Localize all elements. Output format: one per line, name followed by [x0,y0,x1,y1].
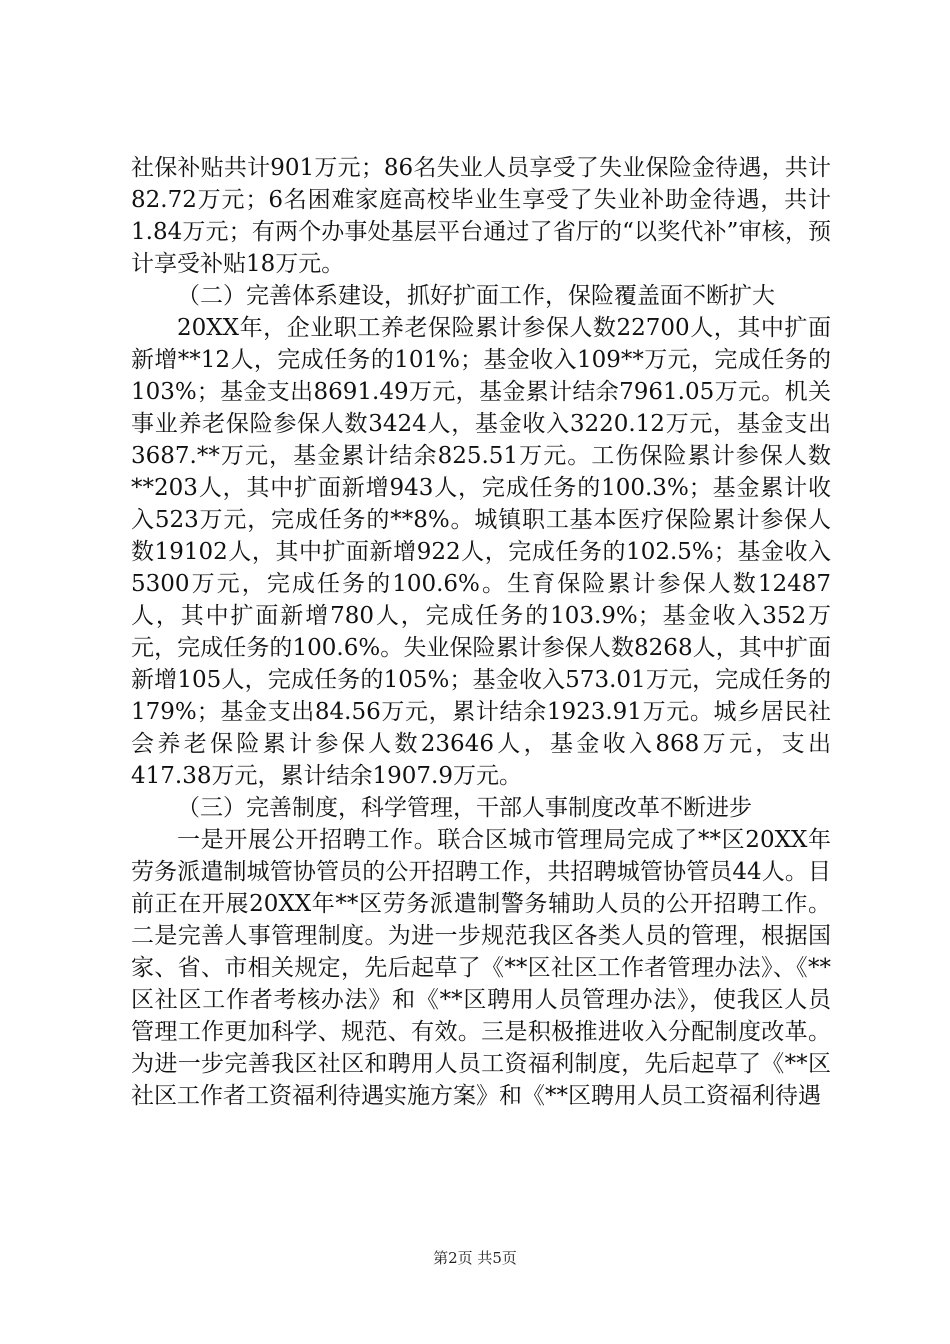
paragraph-subsidy-summary: 社保补贴共计901万元；86名失业人员享受了失业保险金待遇，共计82.72万元；6名困难家庭高校毕业生享受了失业补助金待遇，共计1.84万元；有两个办事处基层平台通过了省厅的“以奖代补”审核，预计享受补贴18万元。 [131,155,831,277]
page-number-footer: 第2页 共5页 [433,1249,517,1267]
section-heading-2: （二）完善体系建设，抓好扩面工作，保险覆盖面不断扩大 [177,283,775,309]
paragraph-insurance-coverage: 20XX年，企业职工养老保险累计参保人数22700人，其中扩面新增**12人，完成任务的101%；基金收入109**万元，完成任务的103%；基金支出8691.49万元，基金累计结余7961.05万元。机关事业养老保险参保人数3424人，基金收入3220.12万元，基金支出3687.**万元，基金累计结余825.51万元。工伤保险累计参保人数**203人，其中扩面新增943人，完成任务的100.3%；基金累计收入523万元，完成任务的**8%。城镇职工基本医疗保险累计参保人数19102人，其中扩面新增922人，完成任务的102.5%；基金收入5300万元，完成任务的100.6%。生育保险累计参保人数12487人，其中扩面新增780人，完成任务的103.9%；基金收入352万元，完成任务的100.6%。失业保险累计参保人数8268人，其中扩面新增105人，完成任务的105%；基金收入573.01万元，完成任务的179%；基金支出84.56万元，累计结余1923.91万元。城乡居民社会养老保险累计参保人数23646人，基金收入868万元，支出417.38万元，累计结余1907.9万元。 [131,315,831,789]
document-body [131,152,831,1112]
paragraph-personnel-reform: 一是开展公开招聘工作。联合区城市管理局完成了**区20XX年劳务派遣制城管协管员的公开招聘工作，共招聘城管协管员44人。目前正在开展20XX年**区劳务派遣制警务辅助人员的公开招聘工作。二是完善人事管理制度。为进一步规范我区各类人员的管理，根据国家、省、市相关规定，先后起草了《**区社区工作者管理办法》、《**区社区工作者考核办法》和《**区聘用人员管理办法》，使我区人员管理工作更加科学、规范、有效。三是积极推进收入分配制度改革。为进一步完善我区社区和聘用人员工资福利制度，先后起草了《**区社区工作者工资福利待遇实施方案》和《**区聘用人员工资福利待遇 [131,827,831,1109]
section-heading-3: （三）完善制度，科学管理，干部人事制度改革不断进步 [177,795,752,821]
